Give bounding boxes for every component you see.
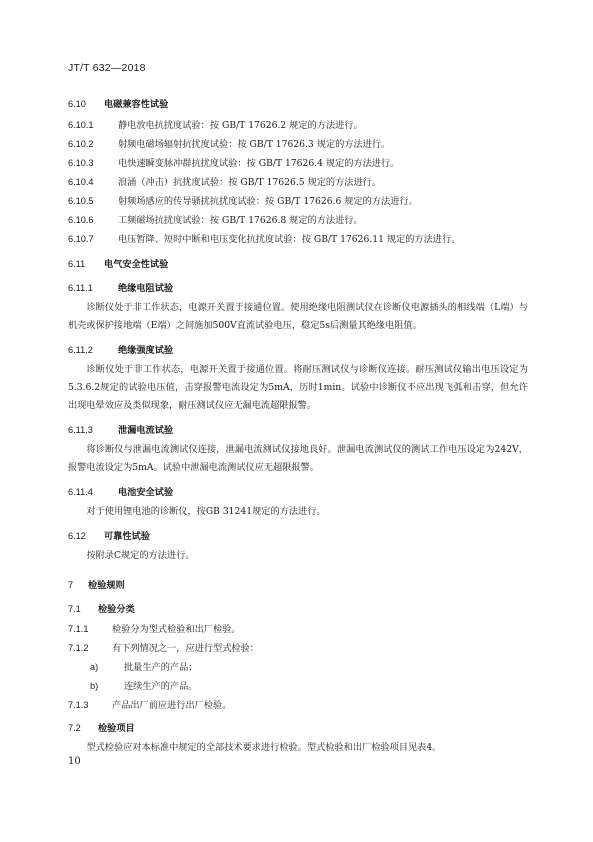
emc-test-list xyxy=(68,119,528,246)
paragraph-6-11-1: 诊断仪处于非工作状态，电源开关置于接通位置。使用绝缘电阻测试仪在诊断仪电源插头的相线端（L端）与机壳或保护接地端（E端）之间施加500V直流试验电压，稳定5s后测量其绝缘电阻值。 xyxy=(68,302,528,331)
section-7-1-heading xyxy=(68,603,528,615)
section-number: 6.11.4 xyxy=(68,487,93,497)
section-title: 电气安全性试验 xyxy=(104,259,169,269)
item-7-1-3: 7.1.3 产品出厂前应进行出厂检验。 xyxy=(68,700,232,711)
section-number: 6.12 xyxy=(68,531,86,541)
section-number: 6.11.3 xyxy=(68,425,93,435)
item-7-1-2: 7.1.2 有下列情况之一，应进行型式检验： xyxy=(68,643,259,654)
section-number: 6.11.2 xyxy=(68,345,93,355)
list-item: 6.10.4 浪涌（冲击）抗扰度试验：按 GB/T 17626.5 规定的方法进行。 xyxy=(68,177,382,188)
section-7-2-heading xyxy=(68,722,528,734)
list-item: 6.10.2 射频电磁场辐射抗扰度试验：按 GB/T 17626.3 规定的方法进行。 xyxy=(68,139,391,150)
paragraph-6-11-3: 将诊断仪与泄漏电流测试仪连接，泄漏电流测试仪接地良好。泄漏电流测试仪的测试工作电压设定为242V，报警电流设定为5mA。试验中泄漏电流测试仪应无超限报警。 xyxy=(68,444,528,473)
section-6-11-heading xyxy=(68,258,528,270)
list-item: 6.10.5 射频场感应的传导骚扰抗扰度试验：按 GB/T 17626.6 规定的方法进行。 xyxy=(68,196,418,207)
paragraph-6-11-4: 对于使用锂电池的诊断仪，按GB 31241规定的方法进行。 xyxy=(86,506,326,517)
list-item: 6.10.7 电压暂降、短时中断和电压变化抗扰度试验：按 GB/T 17626.11 规定的方法进行。 xyxy=(68,234,461,245)
item-7-1-1: 7.1.1 检验分为型式检验和出厂检验。 xyxy=(68,624,241,635)
section-6-10-heading xyxy=(68,98,528,110)
section-7-heading xyxy=(68,579,528,591)
section-title: 绝缘电阻试验 xyxy=(118,283,174,293)
paragraph-6-12: 按附录C规定的方法进行。 xyxy=(86,550,195,561)
section-6-12-heading xyxy=(68,530,528,542)
list-item: b) 连续生产的产品。 xyxy=(90,681,198,692)
section-title: 检验规则 xyxy=(88,580,125,590)
section-6-11-4-heading xyxy=(68,486,528,498)
section-number: 6.10 xyxy=(68,99,86,109)
section-6-11-2-heading xyxy=(68,344,528,356)
page-content xyxy=(68,90,528,757)
list-item: a) 批量生产的产品； xyxy=(90,662,198,673)
document-header: JT/T 632—2018 xyxy=(68,62,146,74)
section-title: 电池安全试验 xyxy=(118,487,174,497)
section-number: 6.11 xyxy=(68,259,86,269)
list-item: 6.10.3 电快速瞬变脉冲群抗扰度试验：按 GB/T 17626.4 规定的方法进行。 xyxy=(68,158,400,169)
section-title: 可靠性试验 xyxy=(104,531,150,541)
section-title: 电磁兼容性试验 xyxy=(104,99,169,109)
section-number: 6.11.1 xyxy=(68,283,93,293)
section-title: 泄漏电流试验 xyxy=(118,425,174,435)
page-number: 10 xyxy=(68,756,81,767)
section-title: 检验分类 xyxy=(98,604,135,614)
paragraph-7-2: 型式检验应对本标准中规定的全部技术要求进行检验。型式检验和出厂检验项目见表4。 xyxy=(86,742,442,753)
section-title: 检验项目 xyxy=(98,723,135,733)
paragraph-6-11-2: 诊断仪处于非工作状态，电源开关置于接通位置。将耐压测试仪与诊断仪连接。耐压测试仪输出电压设定为5.3.6.2规定的试验电压值，击穿报警电流设定为5mA，历时1min。试验中诊断仪不应出现飞弧和击穿，但允许出现电晕效应及类似现象，耐压测试仪应无漏电流超限报警。 xyxy=(68,364,528,411)
section-6-11-1-heading xyxy=(68,282,528,294)
section-6-11-3-heading xyxy=(68,424,528,436)
section-title: 绝缘强度试验 xyxy=(118,345,174,355)
section-number: 7.2 xyxy=(68,723,81,733)
section-number: 7 xyxy=(68,580,74,590)
list-item: 6.10.6 工频磁场抗扰度试验：按 GB/T 17626.8 规定的方法进行。 xyxy=(68,215,363,226)
list-item: 6.10.1 静电放电抗扰度试验：按 GB/T 17626.2 规定的方法进行。 xyxy=(68,120,363,131)
section-number: 7.1 xyxy=(68,604,81,614)
